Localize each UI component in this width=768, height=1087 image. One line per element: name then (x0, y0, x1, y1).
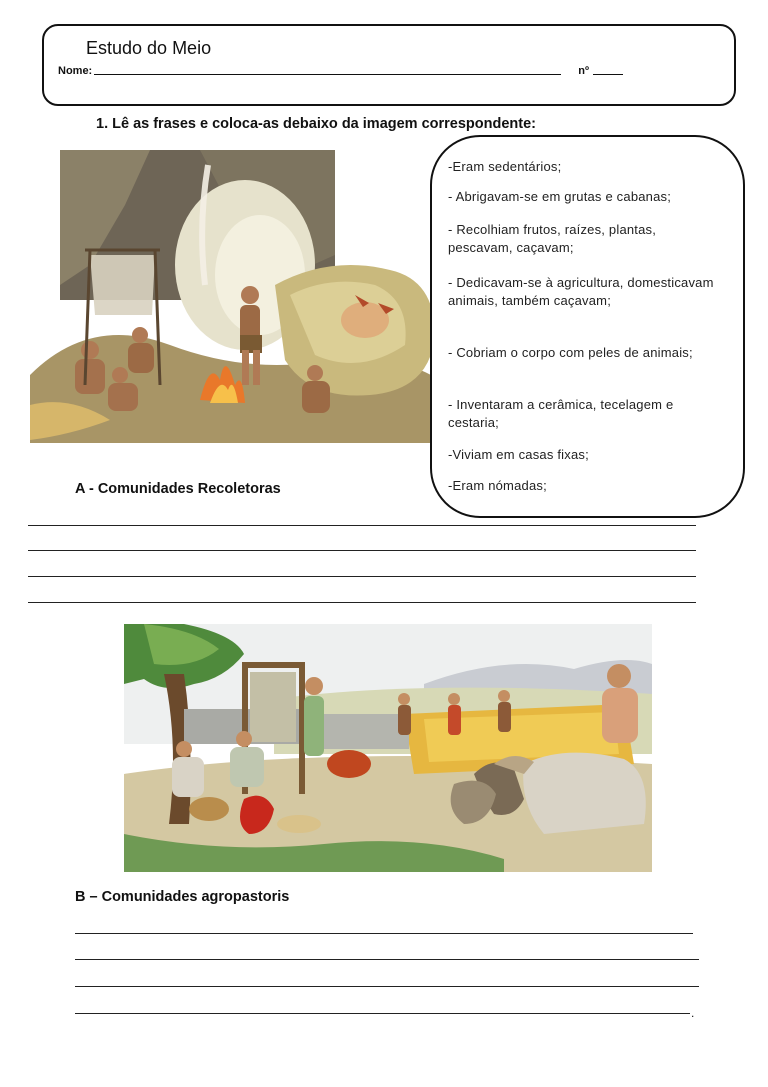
answer-line-b1[interactable] (75, 933, 693, 934)
answer-line-a2[interactable] (28, 550, 696, 551)
subject-title: Estudo do Meio (86, 38, 212, 58)
answer-line-b2[interactable] (75, 959, 699, 960)
number-label: nº (578, 65, 590, 77)
answer-line-a4[interactable] (28, 602, 696, 603)
statement-item[interactable]: -Eram sedentários; (448, 159, 562, 174)
name-blank[interactable] (94, 63, 561, 75)
answer-line-b3[interactable] (75, 986, 699, 987)
statement-item[interactable]: - Recolhiam frutos, raízes, plantas, pescavam, caçavam; (448, 222, 657, 255)
section-b-label: B – Comunidades agropastoris (75, 889, 290, 905)
question-title: 1. Lê as frases e coloca-as debaixo da imagem correspondente: (96, 116, 537, 132)
statement-item[interactable]: - Cobriam o corpo com peles de animais; (448, 345, 693, 360)
answer-line-a3[interactable] (28, 576, 696, 577)
statement-item[interactable]: -Eram nómadas; (448, 478, 547, 493)
statement-item[interactable]: - Dedicavam-se à agricultura, domesticavam animais, também caçavam; (448, 275, 714, 308)
name-label: Nome: (58, 65, 93, 77)
number-blank[interactable] (593, 63, 623, 75)
statement-item[interactable]: -Viviam em casas fixas; (448, 447, 589, 462)
final-period: . (691, 1006, 695, 1020)
answer-line-b4[interactable] (75, 1013, 690, 1014)
section-a-label: A - Comunidades Recoletoras (75, 481, 281, 497)
statement-item[interactable]: - Inventaram a cerâmica, tecelagem e cestaria; (448, 397, 674, 430)
answer-line-a1[interactable] (28, 525, 696, 526)
agropastoral-illustration (124, 624, 652, 872)
statement-item[interactable]: - Abrigavam-se em grutas e cabanas; (448, 189, 672, 204)
name-line (58, 63, 623, 77)
gatherers-illustration (30, 145, 440, 443)
